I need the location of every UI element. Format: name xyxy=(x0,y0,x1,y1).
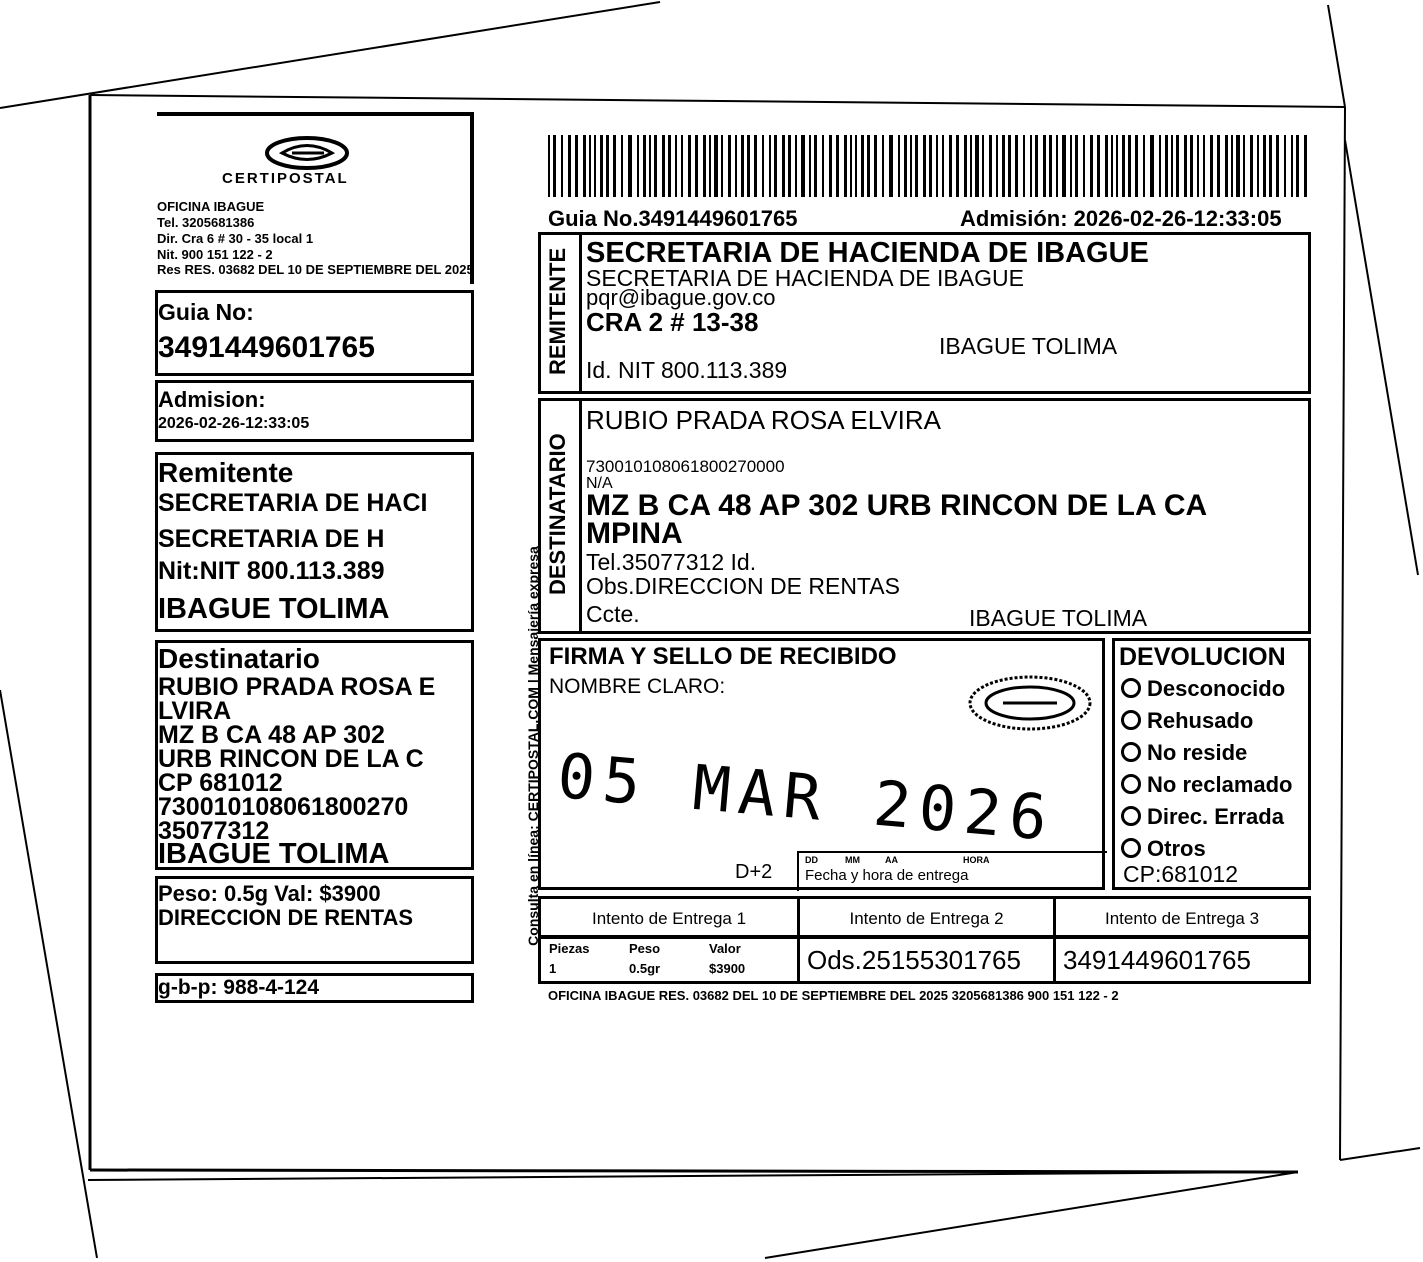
barcode-bar xyxy=(836,135,839,197)
barcode-bar xyxy=(1159,135,1161,197)
barcode-bar xyxy=(850,135,852,197)
destinatario-code: 730010108061800270000 xyxy=(586,457,785,476)
office-tel: Tel. 3205681386 xyxy=(157,215,255,230)
barcode-bar xyxy=(600,135,603,197)
barcode-bar xyxy=(996,135,998,197)
gbp-box xyxy=(155,973,474,1003)
barcode-bar xyxy=(561,135,563,197)
devolucion-option-desconocido[interactable]: Desconocido xyxy=(1121,673,1293,705)
barcode-bar xyxy=(1030,135,1032,197)
remitente-email: pqr@ibague.gov.co xyxy=(586,285,776,310)
barcode-bar xyxy=(1150,135,1154,197)
barcode-bar xyxy=(970,135,972,197)
barcode-bar xyxy=(721,135,723,197)
barcode-bar xyxy=(747,135,750,197)
barcode-bar xyxy=(982,135,984,197)
barcode-bar xyxy=(795,135,797,197)
left-top-rule xyxy=(157,112,473,116)
intento-1: Intento de Entrega 1 xyxy=(591,909,747,928)
ods-number: Ods.25155301765 xyxy=(807,945,1021,975)
barcode-bar xyxy=(575,135,578,197)
remitente-address: CRA 2 # 13-38 xyxy=(586,307,759,337)
footer-office: OFICINA IBAGUE RES. 03682 DEL 10 DE SEPTIEMBRE DEL 2025 3205681386 900 151 122 - 2 xyxy=(548,988,1119,1003)
barcode-bar xyxy=(1284,135,1286,197)
barcode-bar xyxy=(942,135,944,197)
valor-label: Valor xyxy=(709,941,741,956)
fecha-entrega-box xyxy=(797,851,1107,891)
barcode-bar xyxy=(1015,135,1018,197)
dplus-label: D+2 xyxy=(735,861,773,883)
barcode-bar xyxy=(874,135,877,197)
barcode-bar xyxy=(1171,135,1173,197)
remitente-box xyxy=(538,232,1311,394)
office-name: OFICINA IBAGUE xyxy=(157,199,265,214)
gbp-code: g-b-p: 988-4-124 xyxy=(158,976,320,999)
left-remitente-line2: SECRETARIA DE H xyxy=(158,525,385,553)
barcode-bar xyxy=(714,135,718,197)
firma-title: FIRMA Y SELLO DE RECIBIDO xyxy=(549,643,897,670)
barcode-bar xyxy=(1190,135,1193,197)
barcode-bar xyxy=(936,135,938,197)
office-nit: Nit. 900 151 122 - 2 xyxy=(157,247,273,262)
devolucion-box xyxy=(1112,638,1311,890)
guia-number-small: 3491449601765 xyxy=(1063,945,1251,975)
barcode-bar xyxy=(904,135,907,197)
office-address: Dir. Cra 6 # 30 - 35 local 1 xyxy=(157,231,314,246)
barcode-bar xyxy=(1043,135,1046,197)
barcode-bar xyxy=(1075,135,1078,197)
barcode-bar xyxy=(695,135,698,197)
admision-box xyxy=(155,380,474,442)
left-destinatario-label: Destinatario xyxy=(158,643,320,674)
certipostal-logo-icon xyxy=(262,133,352,173)
barcode-bar xyxy=(929,135,932,197)
barcode-bar xyxy=(668,135,671,197)
devolucion-option-no-reside[interactable]: No reside xyxy=(1121,737,1293,769)
certipostal-stamp-icon xyxy=(965,671,1095,735)
barcode-bar xyxy=(589,135,591,197)
barcode-bar xyxy=(975,135,979,197)
barcode-bar xyxy=(613,135,616,197)
barcode-bar xyxy=(606,135,609,197)
barcode-bar xyxy=(1203,135,1205,197)
barcode-bar xyxy=(728,135,731,197)
barcode-bar xyxy=(1291,135,1293,197)
barcode-bar xyxy=(1243,135,1245,197)
destinatario-box xyxy=(538,398,1311,634)
barcode-bar xyxy=(594,135,596,197)
radio-icon xyxy=(1121,806,1141,826)
hora-label: HORA xyxy=(963,855,990,865)
barcode-bar xyxy=(568,135,571,197)
firma-box xyxy=(538,638,1105,890)
barcode-bar xyxy=(1225,135,1228,197)
barcode-bar xyxy=(1116,135,1118,197)
barcode-bar xyxy=(1165,135,1168,197)
intento-2: Intento de Entrega 2 xyxy=(849,909,1004,928)
left-remitente-box xyxy=(155,452,474,632)
barcode-bar xyxy=(801,135,805,197)
radio-icon xyxy=(1121,678,1141,698)
barcode-bar xyxy=(1176,135,1179,197)
destinatario-address-1: MZ B CA 48 AP 302 URB RINCON DE LA CA xyxy=(586,489,1208,522)
left-dest-city: IBAGUE TOLIMA xyxy=(158,838,390,870)
barcode-bar xyxy=(662,135,665,197)
remitente-name: SECRETARIA DE HACIENDA DE IBAGUE xyxy=(586,237,1149,269)
barcode-bar xyxy=(703,135,706,197)
barcode-bar xyxy=(1035,135,1038,197)
intento-3: Intento de Entrega 3 xyxy=(1104,909,1260,928)
barcode-bar xyxy=(1197,135,1199,197)
radio-icon xyxy=(1121,838,1141,858)
barcode-bar xyxy=(1049,135,1052,197)
bottom-info-row xyxy=(538,936,1311,984)
barcode-bar xyxy=(844,135,847,197)
barcode-bar xyxy=(855,135,857,197)
barcode-bar xyxy=(628,135,632,197)
barcode-bar xyxy=(1008,135,1011,197)
barcode-bar xyxy=(1122,135,1125,197)
barcode-bar xyxy=(1263,135,1266,197)
barcode-bar xyxy=(782,135,785,197)
barcode-bar xyxy=(688,135,691,197)
barcode-bar xyxy=(814,135,817,197)
barcode-bar xyxy=(1056,135,1058,197)
admision-label: Admision: xyxy=(158,387,266,412)
peso-label: Peso xyxy=(629,941,661,956)
barcode-bar xyxy=(1070,135,1072,197)
piezas-label: Piezas xyxy=(549,941,590,956)
left-right-rule xyxy=(470,112,474,284)
admision-value: 2026-02-26-12:33:05 xyxy=(158,415,310,432)
barcode-bar xyxy=(1023,135,1025,197)
barcode-bar xyxy=(1002,135,1005,197)
barcode-bar xyxy=(649,135,651,197)
left-dest-line-2: MZ B CA 48 AP 302 xyxy=(158,721,385,749)
left-dest-line-6: 35077312 xyxy=(158,817,270,845)
left-dest-line-4: CP 681012 xyxy=(158,769,283,797)
barcode-bar xyxy=(898,135,900,197)
barcode-bar xyxy=(1062,135,1066,197)
barcode-bar xyxy=(989,135,992,197)
barcode-bar xyxy=(1097,135,1100,197)
barcode-bar xyxy=(754,135,757,197)
barcode-bar xyxy=(1128,135,1131,197)
nombre-claro-label: NOMBRE CLARO: xyxy=(549,675,726,698)
bottom-divider-1 xyxy=(797,939,800,981)
remitente-city: IBAGUE TOLIMA xyxy=(939,333,1118,359)
destinatario-vertical-label: DESTINATARIO xyxy=(545,433,570,595)
barcode-bar xyxy=(675,135,677,197)
logo-wordmark: CERTIPOSTAL xyxy=(222,170,349,187)
barcode-bar xyxy=(774,135,777,197)
barcode-bar xyxy=(1111,135,1113,197)
guia-label: Guia No: xyxy=(158,299,254,325)
barcode-bar xyxy=(769,135,771,197)
barcode-bar xyxy=(964,135,967,197)
barcode-bar xyxy=(1210,135,1213,197)
left-dest-line-3: URB RINCON DE LA C xyxy=(158,745,424,773)
admision-header: Admisión: 2026-02-26-12:33:05 xyxy=(960,206,1282,231)
destinatario-ccte: Ccte. xyxy=(586,601,640,627)
barcode-bar xyxy=(1184,135,1187,197)
barcode-bar xyxy=(1135,135,1138,197)
remitente-id: Id. NIT 800.113.389 xyxy=(586,357,788,383)
barcode-bar xyxy=(1143,135,1145,197)
left-dest-line-0: RUBIO PRADA ROSA E xyxy=(158,673,436,701)
barcode-bar xyxy=(829,135,832,197)
left-destinatario-box xyxy=(155,640,474,870)
destinatario-na: N/A xyxy=(586,475,613,492)
barcode-bar xyxy=(583,135,586,197)
barcode-bar xyxy=(809,135,811,197)
mm-label: MM xyxy=(845,855,860,865)
left-dest-line-5: 730010108061800270 xyxy=(158,793,409,821)
barcode-bar xyxy=(889,135,893,197)
barcode-bar xyxy=(1257,135,1259,197)
piezas-value: 1 xyxy=(549,961,557,976)
destinatario-address-2: MPINA xyxy=(586,517,683,550)
left-remitente-line1: SECRETARIA DE HACI xyxy=(158,489,428,517)
tracking-side-text: Consulta en línea: CERTIPOSTAL.COM | Mensajería expresa xyxy=(525,546,541,946)
guia-header: Guia No.3491449601765 xyxy=(548,206,798,231)
destinatario-divider xyxy=(579,401,582,631)
barcode-bar xyxy=(1236,135,1240,197)
barcode-bar xyxy=(553,135,556,197)
destinatario-city: IBAGUE TOLIMA xyxy=(969,605,1148,631)
barcode-bar xyxy=(949,135,952,197)
office-resolution: Res RES. 03682 DEL 10 DE SEPTIEMBRE DEL 2025 xyxy=(157,262,474,277)
barcode-bar xyxy=(1105,135,1108,197)
barcode-bar xyxy=(709,135,711,197)
fecha-entrega-label: Fecha y hora de entrega xyxy=(805,867,969,884)
barcode xyxy=(548,135,1310,197)
devolucion-title: DEVOLUCION xyxy=(1119,643,1286,671)
left-peso-valor: Peso: 0.5g Val: $3900 xyxy=(158,881,381,906)
remitente-name-2: SECRETARIA DE HACIENDA DE IBAGUE xyxy=(586,265,1024,291)
left-remitente-city: IBAGUE TOLIMA xyxy=(158,593,390,625)
guia-number: 3491449601765 xyxy=(158,331,375,364)
left-peso-box xyxy=(155,876,474,964)
aa-label: AA xyxy=(885,855,898,865)
left-observacion: DIRECCION DE RENTAS xyxy=(158,905,414,930)
devolucion-option-direc-errada[interactable]: Direc. Errada xyxy=(1121,801,1293,833)
remitente-vertical-label: REMITENTE xyxy=(545,247,570,375)
barcode-bar xyxy=(822,135,824,197)
remitente-divider xyxy=(579,235,582,391)
barcode-bar xyxy=(643,135,646,197)
intentos-row xyxy=(538,896,1311,938)
barcode-bar xyxy=(762,135,764,197)
peso-value: 0.5gr xyxy=(629,961,661,976)
barcode-bar xyxy=(1217,135,1220,197)
left-remitente-label: Remitente xyxy=(158,457,294,488)
radio-icon xyxy=(1121,774,1141,794)
barcode-bar xyxy=(923,135,926,197)
left-remitente-nit: Nit:NIT 800.113.389 xyxy=(158,557,385,585)
dd-label: DD xyxy=(805,855,818,865)
barcode-bar xyxy=(681,135,683,197)
barcode-bar xyxy=(1090,135,1093,197)
barcode-bar xyxy=(867,135,870,197)
barcode-bar xyxy=(956,135,959,197)
barcode-bar xyxy=(637,135,639,197)
devolucion-option-otros[interactable]: Otros xyxy=(1121,833,1293,865)
barcode-bar xyxy=(910,135,912,197)
barcode-bar xyxy=(735,135,737,197)
guia-box xyxy=(155,290,474,376)
barcode-bar xyxy=(548,135,550,197)
barcode-bar xyxy=(861,135,864,197)
valor-value: $3900 xyxy=(709,961,746,976)
barcode-bar xyxy=(1231,135,1233,197)
destinatario-tel: Tel.35077312 Id. xyxy=(586,549,757,575)
barcode-bar xyxy=(654,135,657,197)
barcode-bar xyxy=(1083,135,1085,197)
barcode-bar xyxy=(882,135,884,197)
barcode-bar xyxy=(788,135,791,197)
barcode-bar xyxy=(1250,135,1253,197)
radio-icon xyxy=(1121,710,1141,730)
bottom-divider-2 xyxy=(1053,939,1056,981)
barcode-bar xyxy=(1296,135,1299,197)
left-dest-line-1: LVIRA xyxy=(158,697,232,725)
radio-icon xyxy=(1121,742,1141,762)
barcode-bar xyxy=(1269,135,1272,197)
received-stamp-date: 05 MAR 2026 xyxy=(554,739,1058,856)
devolucion-option-rehusado[interactable]: Rehusado xyxy=(1121,705,1293,737)
barcode-bar xyxy=(1304,135,1307,197)
destinatario-obs: Obs.DIRECCION DE RENTAS xyxy=(586,573,900,599)
destinatario-name: RUBIO PRADA ROSA ELVIRA xyxy=(586,405,941,435)
barcode-bar xyxy=(621,135,623,197)
barcode-bar xyxy=(1276,135,1279,197)
barcode-bar xyxy=(915,135,918,197)
devolucion-option-no-reclamado[interactable]: No reclamado xyxy=(1121,769,1293,801)
devolucion-cp: CP:681012 xyxy=(1123,861,1239,887)
barcode-bar xyxy=(741,135,744,197)
